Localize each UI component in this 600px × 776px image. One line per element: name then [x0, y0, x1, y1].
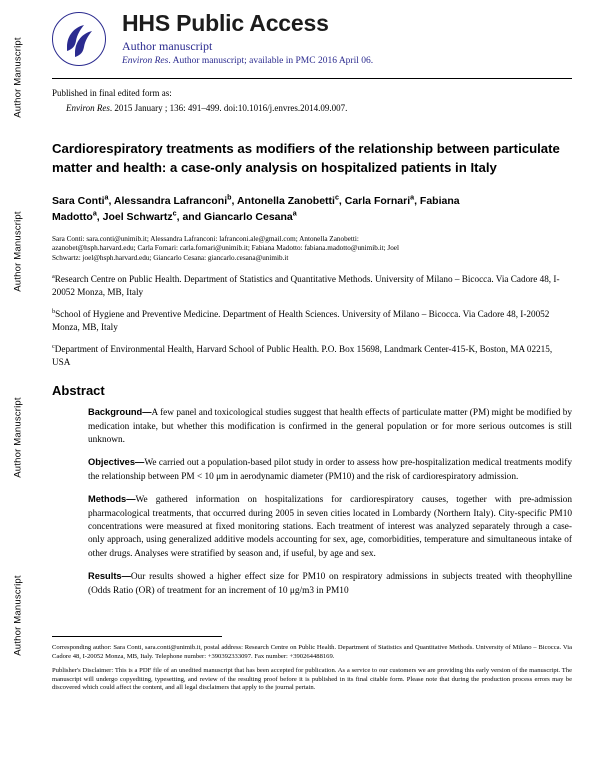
author-name-5-cont: Madotto — [52, 211, 93, 223]
affiliation-text-b: School of Hygiene and Preventive Medicine. Department of Health Sciences. University of Milano – Bicocca. Via Cadore 48, I-20052 Monza, MB, Italy — [52, 309, 550, 333]
abstract-section-background — [88, 406, 572, 447]
affiliation-text-c: Department of Environmental Health, Harvard School of Public Health. P.O. Box 15698, Landmark Center-415-K, Boston, MA 02215, USA — [52, 344, 553, 368]
hhs-logo-icon — [52, 12, 106, 66]
article-title: Cardiorespiratory treatments as modifiers of the relationship between particulate matter and health: a case-only analysis on hospitalized patients in Italy — [52, 141, 560, 175]
author-name-2: , Alessandra Lafranconi — [108, 195, 228, 207]
author-affil-mark-4: a — [410, 193, 415, 202]
contact-line-2: azanobet@hsph.harvard.edu; Carla Fornari: carla.fornari@unimib.it; Fabiana Madotto: fabiana.madotto@unimib.it; Joel — [52, 244, 399, 253]
author-affil-mark-1: a — [104, 193, 109, 202]
affiliation-mark-c: c — [52, 343, 55, 351]
affiliation-a — [52, 273, 572, 299]
abstract-text-results: Our results showed a higher effect size for PM10 on respiratory admissions in subjects treated with theophylline (Odds Ratio (OR) of treatment for an increment of 10 μg/m3 in PM10 — [88, 572, 572, 596]
author-name-5: , Fabiana — [414, 195, 460, 207]
author-list — [52, 193, 572, 225]
header-subtitle: Author manuscript — [122, 39, 213, 53]
footnote-publisher-disclaimer: Publisher's Disclaimer: This is a PDF file of an unedited manuscript that has been accepted for publication. As a service to our customers we are providing this early version of the manuscript. The manuscript will undergo copyediting, typesetting, and review of the resulting proof before it is published in its final citable form. Please note that during the production process errors may be discovered which could affect the content, and all legal disclaimers that apply to the journal pertain. — [52, 667, 572, 692]
abstract-label-background: Background— — [88, 407, 152, 418]
contact-line-1: Sara Conti: sara.conti@unimib.it; Alessandra Lafranconi: lafranconi.ale@gmail.com; Antonella Zanobetti: — [52, 235, 359, 243]
page-title: HHS Public Access — [122, 10, 329, 36]
abstract-label-objectives: Objectives— — [88, 457, 145, 468]
footnote-corresponding-author: Corresponding author: Sara Conti, sara.conti@unimib.it, postal address: Research Centre on Public Health. Department of Statistics and Quantitative Methods. University of Milano – Bicocca. Via Cadore 48, I-20052 Monza, MB, Italy. Telephone number: +390392333097. Fax number: +390264488169. — [52, 644, 572, 660]
sidebar-watermarks — [0, 0, 34, 776]
footnotes — [52, 644, 572, 699]
author-name-7: , and Giancarlo Cesana — [176, 211, 293, 223]
author-name-1: Sara Conti — [52, 195, 105, 207]
author-contact-emails — [52, 235, 572, 263]
author-affil-mark-2: b — [227, 193, 232, 202]
document-content — [52, 0, 572, 607]
author-affil-mark-3: c — [334, 193, 339, 202]
publication-citation-rest: . 2015 January ; 136: 491–499. doi:10.1016/j.envres.2014.09.007. — [109, 103, 348, 113]
abstract-section-results — [88, 570, 572, 598]
affiliation-b — [52, 308, 572, 334]
contact-line-3: Schwartz: joel@hsph.harvard.edu; Giancarlo Cesana: giancarlo.cesana@unimib.it — [52, 253, 289, 262]
affiliation-mark-b: b — [52, 308, 56, 316]
author-line-1 — [52, 193, 572, 209]
sidebar-label-author-manuscript-4: Author Manuscript — [12, 575, 24, 656]
author-line-2 — [52, 209, 572, 225]
publication-journal: Environ Res — [66, 103, 110, 113]
abstract-text-methods: We gathered information on hospitalizations for cardiorespiratory causes, together with pre-admission pharmacological treatments, that occurred during 2005 in seven cities located in Lombardy (Northern Italy). City-specific PM10 concentrations were measured at fixed monitoring stations. Each treatment of interest was analyzed separately through a case-only approach, using generalized additive models accounting for sex, age, comorbidities, temperature and simultaneous intake of other drugs. Analyses were stratified by season and, if useful, by age and sex. — [88, 495, 572, 559]
abstract-text-objectives: We carried out a population-based pilot study in order to assess how pre-hospitalization medical treatments modify the relationship between PM < 10 μm in aerodynamic diameter (PM10) and the risk of cardiorespiratory admission. — [88, 458, 572, 482]
affiliations — [52, 273, 572, 369]
affiliation-mark-a: a — [52, 273, 55, 281]
publication-line-2 — [66, 102, 572, 115]
hhs-header — [52, 10, 572, 79]
abstract-label-results: Results— — [88, 571, 131, 582]
author-name-3: , Antonella Zanobetti — [231, 195, 335, 207]
abstract-label-methods: Methods— — [88, 494, 136, 505]
author-affil-mark-5: a — [92, 209, 97, 218]
abstract-heading: Abstract — [52, 383, 105, 399]
affiliation-text-a: Research Centre on Public Health. Department of Statistics and Quantitative Methods. University of Milano – Bicocca. Via Cadore 48, I-20052 Monza, MB, Italy — [52, 274, 560, 298]
header-citation-journal: Environ Res — [122, 56, 169, 66]
author-affil-mark-7: a — [292, 209, 297, 218]
sidebar-label-author-manuscript-1: Author Manuscript — [12, 37, 24, 118]
footnote-divider — [52, 636, 222, 637]
author-name-6: , Joel Schwartz — [96, 211, 173, 223]
header-citation — [122, 56, 572, 66]
sidebar-label-author-manuscript-3: Author Manuscript — [12, 397, 24, 478]
header-citation-rest: . Author manuscript; available in PMC 2016 April 06. — [168, 56, 374, 66]
author-name-4: , Carla Fornari — [338, 195, 411, 207]
abstract-text-background: A few panel and toxicological studies suggest that health effects of particulate matter (PM) might be modified by medication intake, but whether this modification is confirmed in the general population or for more serious outcomes is still unknown. — [88, 408, 572, 446]
sidebar-label-author-manuscript-2: Author Manuscript — [12, 211, 24, 292]
affiliation-c — [52, 343, 572, 369]
publication-info — [52, 87, 572, 115]
publication-line-1: Published in final edited form as: — [52, 88, 172, 98]
abstract-section-methods — [88, 493, 572, 561]
author-affil-mark-6: c — [172, 209, 177, 218]
abstract-body — [88, 406, 572, 598]
abstract-section-objectives — [88, 456, 572, 484]
